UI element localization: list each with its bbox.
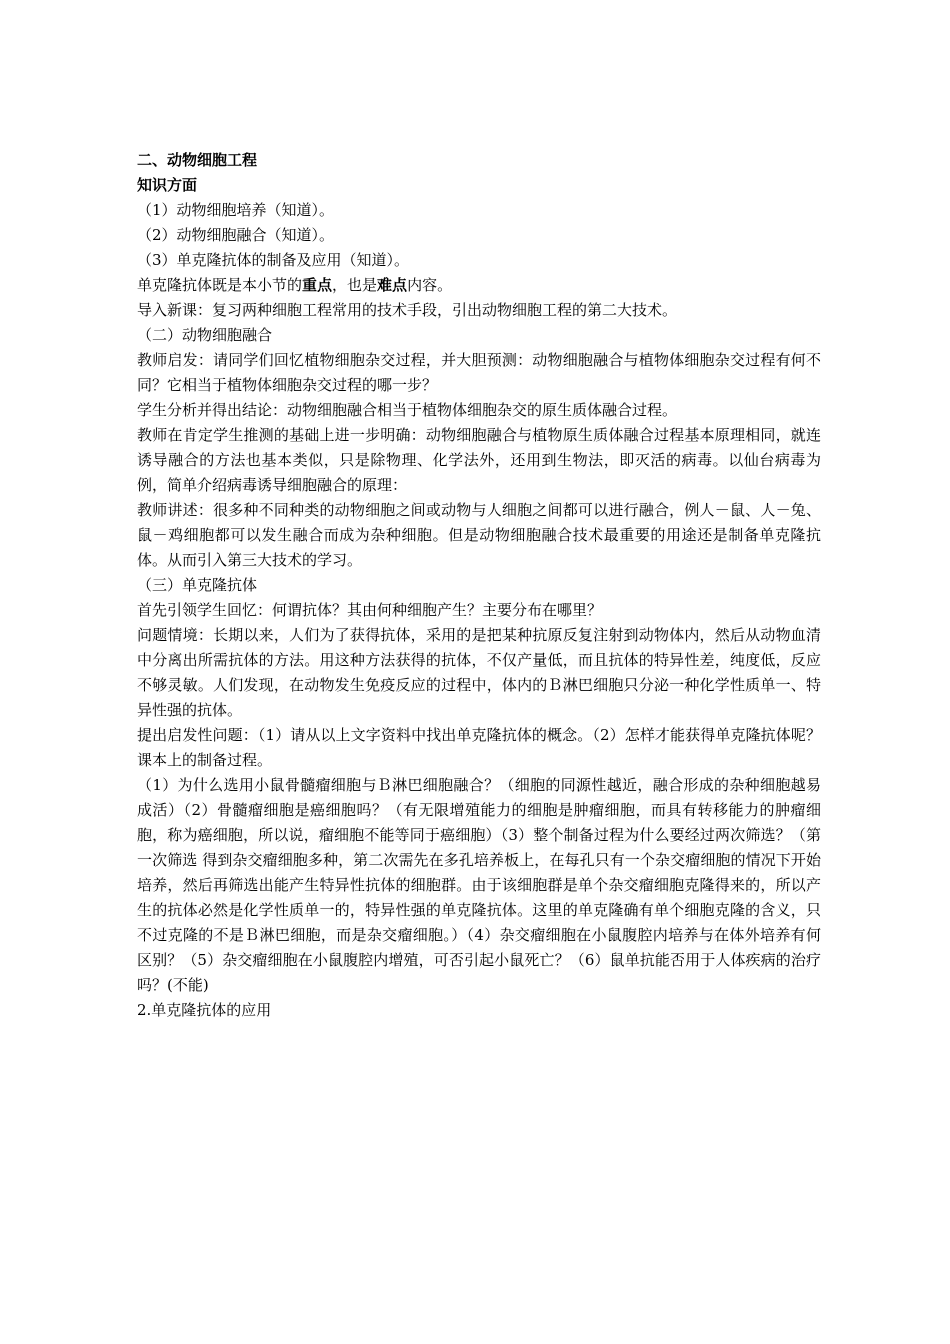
paragraph: 首先引领学生回忆：何谓抗体？其由何种细胞产生？主要分布在哪里？ [137, 601, 603, 619]
focus-key: 重点 [302, 276, 333, 294]
focus-suffix: 内容。 [407, 276, 453, 294]
focus-difficulty: 难点 [377, 276, 408, 294]
intro-paragraph: 导入新课：复习两种细胞工程常用的技术手段，引出动物细胞工程的第二大技术。 [137, 301, 678, 319]
part3-title: （三）单克隆抗体 [137, 576, 258, 594]
focus-statement [137, 273, 821, 298]
objective-item: （1）动物细胞培养（知道）。 [137, 201, 335, 219]
paragraph: （1）为什么选用小鼠骨髓瘤细胞与Ｂ淋巴细胞融合？（细胞的同源性越近，融合形成的杂种细胞越易成活）（2）骨髓瘤细胞是癌细胞吗？（有无限增殖能力的细胞是肿瘤细胞，而具有转移能力的肿瘤细胞，称为癌细胞，所以说，瘤细胞不能等同于癌细胞）（3）整个制备过程为什么要经过两次筛选？（第一次筛选 得到杂交瘤细胞多种，第二次需先在多孔培养板上，在每孔只有一个杂交瘤细胞的情况下开始培养，然后再筛选出能产生特异性抗体的细胞群。由于该细胞群是单个杂交瘤细胞克隆得来的，所以产生的抗体必然是化学性质单一的，特异性强的单克隆抗体。这里的单克隆确有单个细胞克隆的含义，只不过克隆的不是Ｂ淋巴细胞，而是杂交瘤细胞。）（4）杂交瘤细胞在小鼠腹腔内培养与在体外培养有何区别？（5）杂交瘤细胞在小鼠腹腔内增殖，可否引起小鼠死亡？（6）鼠单抗能否用于人体疾病的治疗吗？(不能) [137, 776, 821, 994]
focus-middle: ，也是 [332, 276, 378, 294]
paragraph: 教师讲述：很多种不同种类的动物细胞之间或动物与人细胞之间都可以进行融合，例人－鼠、人－兔、鼠－鸡细胞都可以发生融合而成为杂种细胞。但是动物细胞融合技术最重要的用途还是制备单克隆抗体。从而引入第三大技术的学习。 [137, 501, 821, 569]
part4-title: 2.单克隆抗体的应用 [137, 1001, 272, 1019]
section-title: 二、动物细胞工程 [137, 151, 258, 169]
paragraph: 问题情境：长期以来，人们为了获得抗体，采用的是把某种抗原反复注射到动物体内，然后从动物血清中分离出所需抗体的方法。用这种方法获得的抗体，不仅产量低，而且抗体的特异性差，纯度低，反应不够灵敏。人们发现，在动物发生免疫反应的过程中，体内的Ｂ淋巴细胞只分泌一种化学性质单一、特异性强的抗体。 [137, 626, 821, 719]
part2-title: （二）动物细胞融合 [137, 326, 273, 344]
objective-item: （3）单克隆抗体的制备及应用（知道）。 [137, 251, 410, 269]
focus-prefix: 单克隆抗体既是本小节的 [137, 276, 303, 294]
subsection-title: 知识方面 [137, 176, 198, 194]
paragraph: 教师在肯定学生推测的基础上进一步明确：动物细胞融合与植物原生质体融合过程基本原理相同，就连诱导融合的方法也基本类似，只是除物理、化学法外，还用到生物法，即灭活的病毒。以仙台病毒为例，简单介绍病毒诱导细胞融合的原理： [137, 426, 821, 494]
paragraph: 提出启发性问题：（1）请从以上文字资料中找出单克隆抗体的概念。（2）怎样才能获得单克隆抗体呢？课本上的制备过程。 [137, 726, 821, 769]
paragraph: 教师启发：请同学们回忆植物细胞杂交过程，并大胆预测：动物细胞融合与植物体细胞杂交过程有何不同？它相当于植物体细胞杂交过程的哪一步？ [137, 351, 821, 394]
document-page [137, 148, 821, 1023]
paragraph: 学生分析并得出结论：动物细胞融合相当于植物体细胞杂交的原生质体融合过程。 [137, 401, 678, 419]
objective-item: （2）动物细胞融合（知道）。 [137, 226, 335, 244]
